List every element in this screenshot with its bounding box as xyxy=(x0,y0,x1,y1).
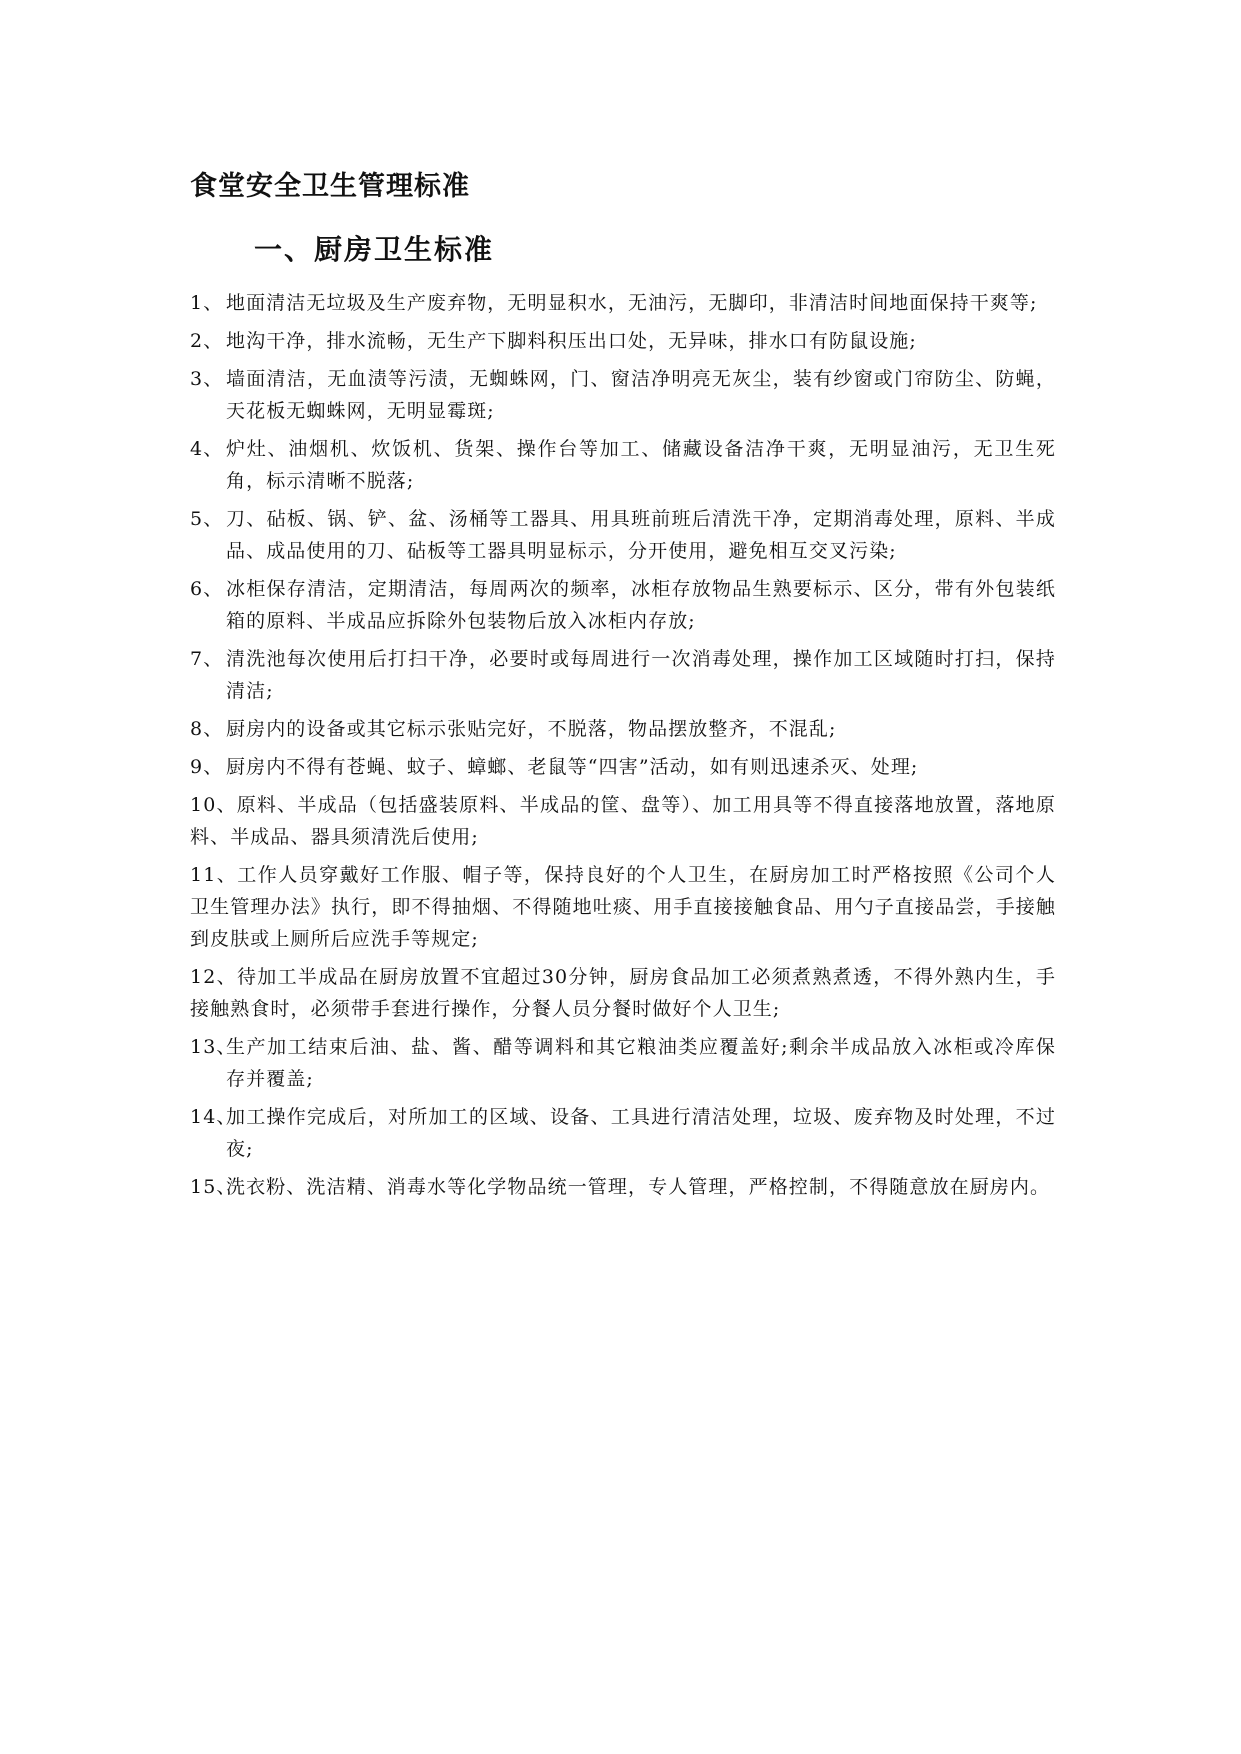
list-item xyxy=(190,789,1056,853)
item-text: 炉灶、油烟机、炊饭机、货架、操作台等加工、储藏设备洁净干爽，无明显油污，无卫生死角，标示清晰不脱落; xyxy=(226,438,1056,492)
item-number: 9、 xyxy=(190,756,224,778)
list-item xyxy=(190,859,1056,955)
item-text: 地面清洁无垃圾及生产废弃物，无明显积水，无油污，无脚印，非清洁时间地面保持干爽等; xyxy=(226,292,1038,314)
list-item xyxy=(190,643,1056,707)
item-text: 加工操作完成后，对所加工的区域、设备、工具进行清洁处理，垃圾、废弃物及时处理，不过夜; xyxy=(226,1106,1056,1160)
document-title: 食堂安全卫生管理标准 xyxy=(190,171,470,202)
item-text: 厨房内的设备或其它标示张贴完好，不脱落，物品摆放整齐，不混乱; xyxy=(226,718,837,740)
list-item xyxy=(190,287,1056,319)
list-item xyxy=(190,433,1056,497)
item-number: 8、 xyxy=(190,718,224,740)
item-text: 清洗池每次使用后打扫干净，必要时或每周进行一次消毒处理，操作加工区域随时打扫，保持清洁; xyxy=(226,648,1056,702)
item-number: 1、 xyxy=(190,292,224,314)
item-number: 4、 xyxy=(190,438,224,460)
list-item xyxy=(190,713,1056,745)
list-item xyxy=(190,961,1056,1025)
item-text: 地沟干净，排水流畅，无生产下脚料积压出口处，无异味，排水口有防鼠设施; xyxy=(226,330,917,352)
item-text: 洗衣粉、洗洁精、消毒水等化学物品统一管理，专人管理，严格控制，不得随意放在厨房内。 xyxy=(226,1176,1051,1198)
item-number: 5、 xyxy=(190,508,224,530)
list-item xyxy=(190,325,1056,357)
item-text: 刀、砧板、锅、铲、盆、汤桶等工器具、用具班前班后清洗干净，定期消毒处理，原料、半成品、成品使用的刀、砧板等工器具明显标示，分开使用，避免相互交叉污染; xyxy=(226,508,1056,562)
list-item xyxy=(190,363,1056,427)
list-item xyxy=(190,503,1056,567)
item-number: 13、 xyxy=(190,1036,237,1058)
item-number: 6、 xyxy=(190,578,224,600)
item-number: 11、 xyxy=(190,864,238,886)
item-number: 10、 xyxy=(190,794,237,816)
list-item xyxy=(190,1101,1056,1165)
item-text: 原料、半成品（包括盛装原料、半成品的筐、盘等）、加工用具等不得直接落地放置，落地原料、半成品、器具须清洗后使用; xyxy=(190,794,1056,848)
item-text: 厨房内不得有苍蝇、蚊子、蟑螂、老鼠等“四害”活动，如有则迅速杀灭、处理; xyxy=(226,756,919,778)
list-item xyxy=(190,751,1056,783)
item-number: 3、 xyxy=(190,368,224,390)
item-text: 冰柜保存清洁，定期清洁，每周两次的频率，冰柜存放物品生熟要标示、区分，带有外包装纸箱的原料、半成品应拆除外包装物后放入冰柜内存放; xyxy=(226,578,1056,632)
item-text: 墙面清洁，无血渍等污渍，无蜘蛛网，门、窗洁净明亮无灰尘，装有纱窗或门帘防尘、防蝇，天花板无蜘蛛网，无明显霉斑; xyxy=(226,368,1056,422)
item-number: 7、 xyxy=(190,648,224,670)
section-title: 一、厨房卫生标准 xyxy=(254,233,495,266)
standards-list xyxy=(190,287,1056,1209)
item-number: 14、 xyxy=(190,1106,237,1128)
list-item xyxy=(190,1171,1056,1203)
list-item xyxy=(190,573,1056,637)
list-item xyxy=(190,1031,1056,1095)
item-text: 生产加工结束后油、盐、酱、醋等调料和其它粮油类应覆盖好;剩余半成品放入冰柜或冷库保存并覆盖; xyxy=(226,1036,1056,1090)
item-number: 15、 xyxy=(190,1176,237,1198)
item-number: 12、 xyxy=(190,966,237,988)
item-number: 2、 xyxy=(190,330,224,352)
item-text: 工作人员穿戴好工作服、帽子等，保持良好的个人卫生，在厨房加工时严格按照《公司个人卫生管理办法》执行，即不得抽烟、不得随地吐痰、用手直接接触食品、用勺子直接品尝，手接触到皮肤或上厕所后应洗手等规定; xyxy=(190,864,1056,950)
item-text: 待加工半成品在厨房放置不宜超过30分钟，厨房食品加工必须煮熟煮透，不得外熟内生，手接触熟食时，必须带手套进行操作，分餐人员分餐时做好个人卫生; xyxy=(190,966,1057,1020)
